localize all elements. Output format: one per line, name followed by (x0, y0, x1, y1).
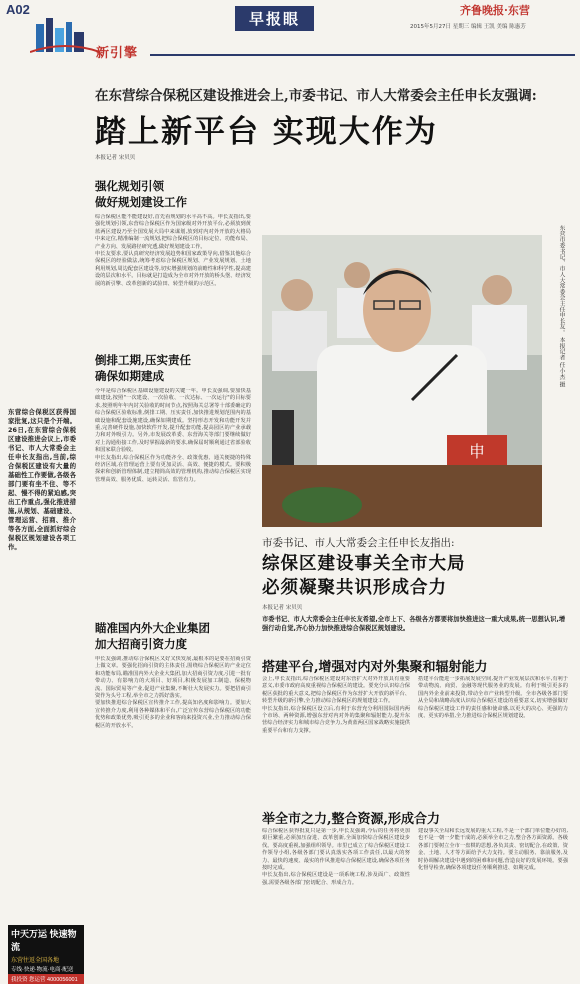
speaker-photo-illustration (262, 235, 542, 527)
article-headline: 踏上新平台 实现大作为 (95, 114, 438, 150)
article2-headline: 综保区建设事关全市大局 必须凝聚共识形成合力 (262, 554, 466, 598)
ad-title: 中天万运 快速物流 (11, 929, 77, 952)
article2-section2-body-left: 综合保税区获得批复只是第一步,申长友强调,今后的任务将更加艰巨繁重,必须加压奋进、改革创新,全面加快综合保税区建设步伐。要高度重视,加强组织领导。市里已成立了综合保税区建设工作领导小组,各级各部门要认真落实各项工作责任,以最大的努力、最快的速度、最实的作风推进综合保税区建设,确保各项任务按时完成。 申长友指出,综合保税区建设是一项系统工程,涉及面广、政策性强,需要各级各部门密切配合、形成合力。 (262, 828, 410, 886)
section-label: 早报眼 (235, 6, 314, 31)
ad-phone: 我投资 您运营 4000056001 (8, 974, 84, 984)
section-body-schedule: 今年是综合保税区基础设施建设的关键一年。申长友强调,要加快基础建设,按照"一次建设、一次验收、一次达标、一次运行"的目标要求,按照明年年内封关验收的时间节点,按照海关总署等十部委确定的综合保税区验收标准,倒排工期、压实责任,加快推进规划范围内的基础设施和配套设施建设,确保如期建成。坚持形态开发和功能开发并重,完善硬件设施,加快软件开发,提升配套功能,提高园区的产业承载力和对外吸引力。另外,市发展改革委、东营海关等部门要继续做好对上沟通衔接工作,及时掌握最新的要求,确保届时顺利通过省部验收和国家联合验收。 申长友指出,综合保税区作为功能齐全、政策优惠、通关便捷的特殊经济区域,在管理运营上要有更加灵活、高效、便捷的模式。要积极探索和创新管理体制,建立精简高效的管理机构,推动综合保税区实现管理高效、服务优质、运转灵活、监管有力。 (95, 388, 251, 483)
article-summary: 东营综合保税区获得国家批复,这只是个开端。26日,在东营综合保税区建设推进会议上,市委书记、市人大常委会主任申长友指出,当前,综合保税区建设有大量的基础性工作要做,各级各部门要有坐不住、等不起、慢不得的紧迫感,突出工作重点,强化推进措施,从规划、基础建设、管理运营、招商、推介等各方面,全面抓好综合保税区规划建设各项工作。 (8, 408, 76, 551)
section-heading-planning: 强化规划引领 做好规划建设工作 (95, 179, 187, 209)
article2-byline: 本报记者 宋贝贝 (262, 605, 303, 611)
section-body-planning: 综合保税区能不能建设好,首先看规划的水平高不高。申长友指出,要强化规划引领,东营综合保税区作为国家级对外开放平台,必须放到黄蓝两区建设乃至全国发展大局中来谋划,放到对内对外开放的大格局中来定位,精准编制一流规划,把综合保税区的目标定位、功能布局、产业方向、发展路径研究透,做好规划建设工作。 申长友要求,要认真研究经济发展趋势和国家政策导向,借鉴其他综合保税区的经验做法,统筹考虑综合保税区规划、产业发展规划、土地利用规划,周边配套区建设等,切实增强规划的前瞻性和科学性,提高建设的层次和水平。目标就是打造成为全市对外开放的桥头堡、经济发展的新引擎、改革创新的试验田、转型升级的示范区。 (95, 214, 251, 287)
date-line: 2015年5月27日 星期三 编辑 王凯 美编 陈惠芳 (410, 24, 526, 30)
article2-kicker: 市委书记、市人大常委会主任申长友指出: (262, 537, 455, 549)
city-skyline-icon (30, 14, 100, 54)
paper-logo: 齐鲁晚报·东营 (460, 4, 530, 17)
article-byline: 本报记者 宋贝贝 (95, 155, 136, 161)
page-number: A02 (6, 2, 30, 17)
section-heading-schedule: 倒排工期,压实责任 确保如期建成 (95, 353, 192, 383)
logistics-advertisement (8, 925, 84, 983)
column-label: 新引擎 (96, 46, 139, 61)
photo-caption: 东营市委书记、市人大常委会主任申长友。 本报记者 任小杰 摄 (558, 225, 564, 388)
section-body-investment: 申长友强调,推动综合保税区又好又快发展,最根本的是要在招商引资上做文章。要强化招商引资的主体责任,围绕综合保税区的产业定位和功能布局,瞄准国内外大企业大集团,加大招商引资力度,引进一批有带动力、有影响力的大项目、好项目,积极发展加工制造、保税物流、国际贸易等产业,促进产业集聚,不断壮大发展实力。要把招商引资作为头号工程,举全市之力抓好落实。 要加快推进综合保税区宣传推介工作,提高知名度和影响力。要加大宣传推介力度,利用各种媒体和平台,广泛宣传东营综合保税区的功能优势和政策优势,吸引更多的企业和客商来投资兴业,全力推动综合保税区的开放水平。 (95, 656, 251, 729)
section-heading-investment: 瞄准国内外大企业集团 加大招商引资力度 (95, 621, 210, 651)
article2-section1-body-right: 搭建平台能进一步拓展发展空间,提升产业发展层次和水平,有利于带动物流、商贸、金融等现代服务业的发展。有利于吸引更多的国内外企业前来投资,带动全市产业转型升级。全市各级各部门要从全局和战略高度认识综合保税区建设的重要意义,切实增强做好综合保税区建设工作的责任感和使命感,以更大的决心、更强的力度、更实的举措,全力推进综合保税区规划建设。 (418, 676, 568, 720)
header-rule (150, 54, 575, 56)
nameplate-text: 申 (468, 442, 486, 461)
article2-section1-heading: 搭建平台,增强对内对外集聚和辐射能力 (262, 660, 488, 675)
article2-section2-body-right: 建设事关全局和长远发展的重大工程,不是一个部门单位能办好的,也不是一朝一夕能干成的,必须举全市之力,整合各方面资源。各级各部门要树立全市一盘棋的思想,各负其责、密切配合,在政策、资金、土地、人才等方面给予大力支持。要主动服务、靠前服务,及时协调解决建设中遇到的困难和问题,营造良好的发展环境。要强化督导检查,确保各项建设任务顺利推进、如期完成。 (418, 828, 568, 872)
news-photo (262, 235, 542, 527)
article-kicker: 在东营综合保税区建设推进会上,市委书记、市人大常委会主任申长友强调: (95, 88, 537, 104)
masthead (0, 0, 580, 64)
article2-section1-body-left: 会上,申长友指出,综合保税区建设对东营扩大对外开放具有重要意义,市委市政府高度重视综合保税区的建设。要充分认识综合保税区获批的重大意义,把综合保税区作为东营扩大开放的新平台、转型升级的新引擎,全力推动综合保税区的规划建设工作。 申长友指出,综合保税区设立后,有利于东营充分利用国际国内两个市场、两种资源,增强东营对内对外的集聚和辐射能力,提升东营综合经济实力和城市综合竞争力,为黄蓝两区国家战略实施提供重要平台和有力支撑。 (262, 676, 410, 734)
ad-subtitle: 东营往返全国各地 (11, 958, 60, 964)
ad-services: 专线·快递·物流·电商·配送 (11, 967, 74, 973)
article2-lead: 市委书记、市人大常委会主任申长友希望,全市上下、各级各方都要将加快推进这一重大成果,统一思想认识,增强行动自觉,齐心协力加快推进综合保税区规划建设。 (262, 616, 566, 632)
article2-section2-heading: 举全市之力,整合资源,形成合力 (262, 812, 441, 827)
